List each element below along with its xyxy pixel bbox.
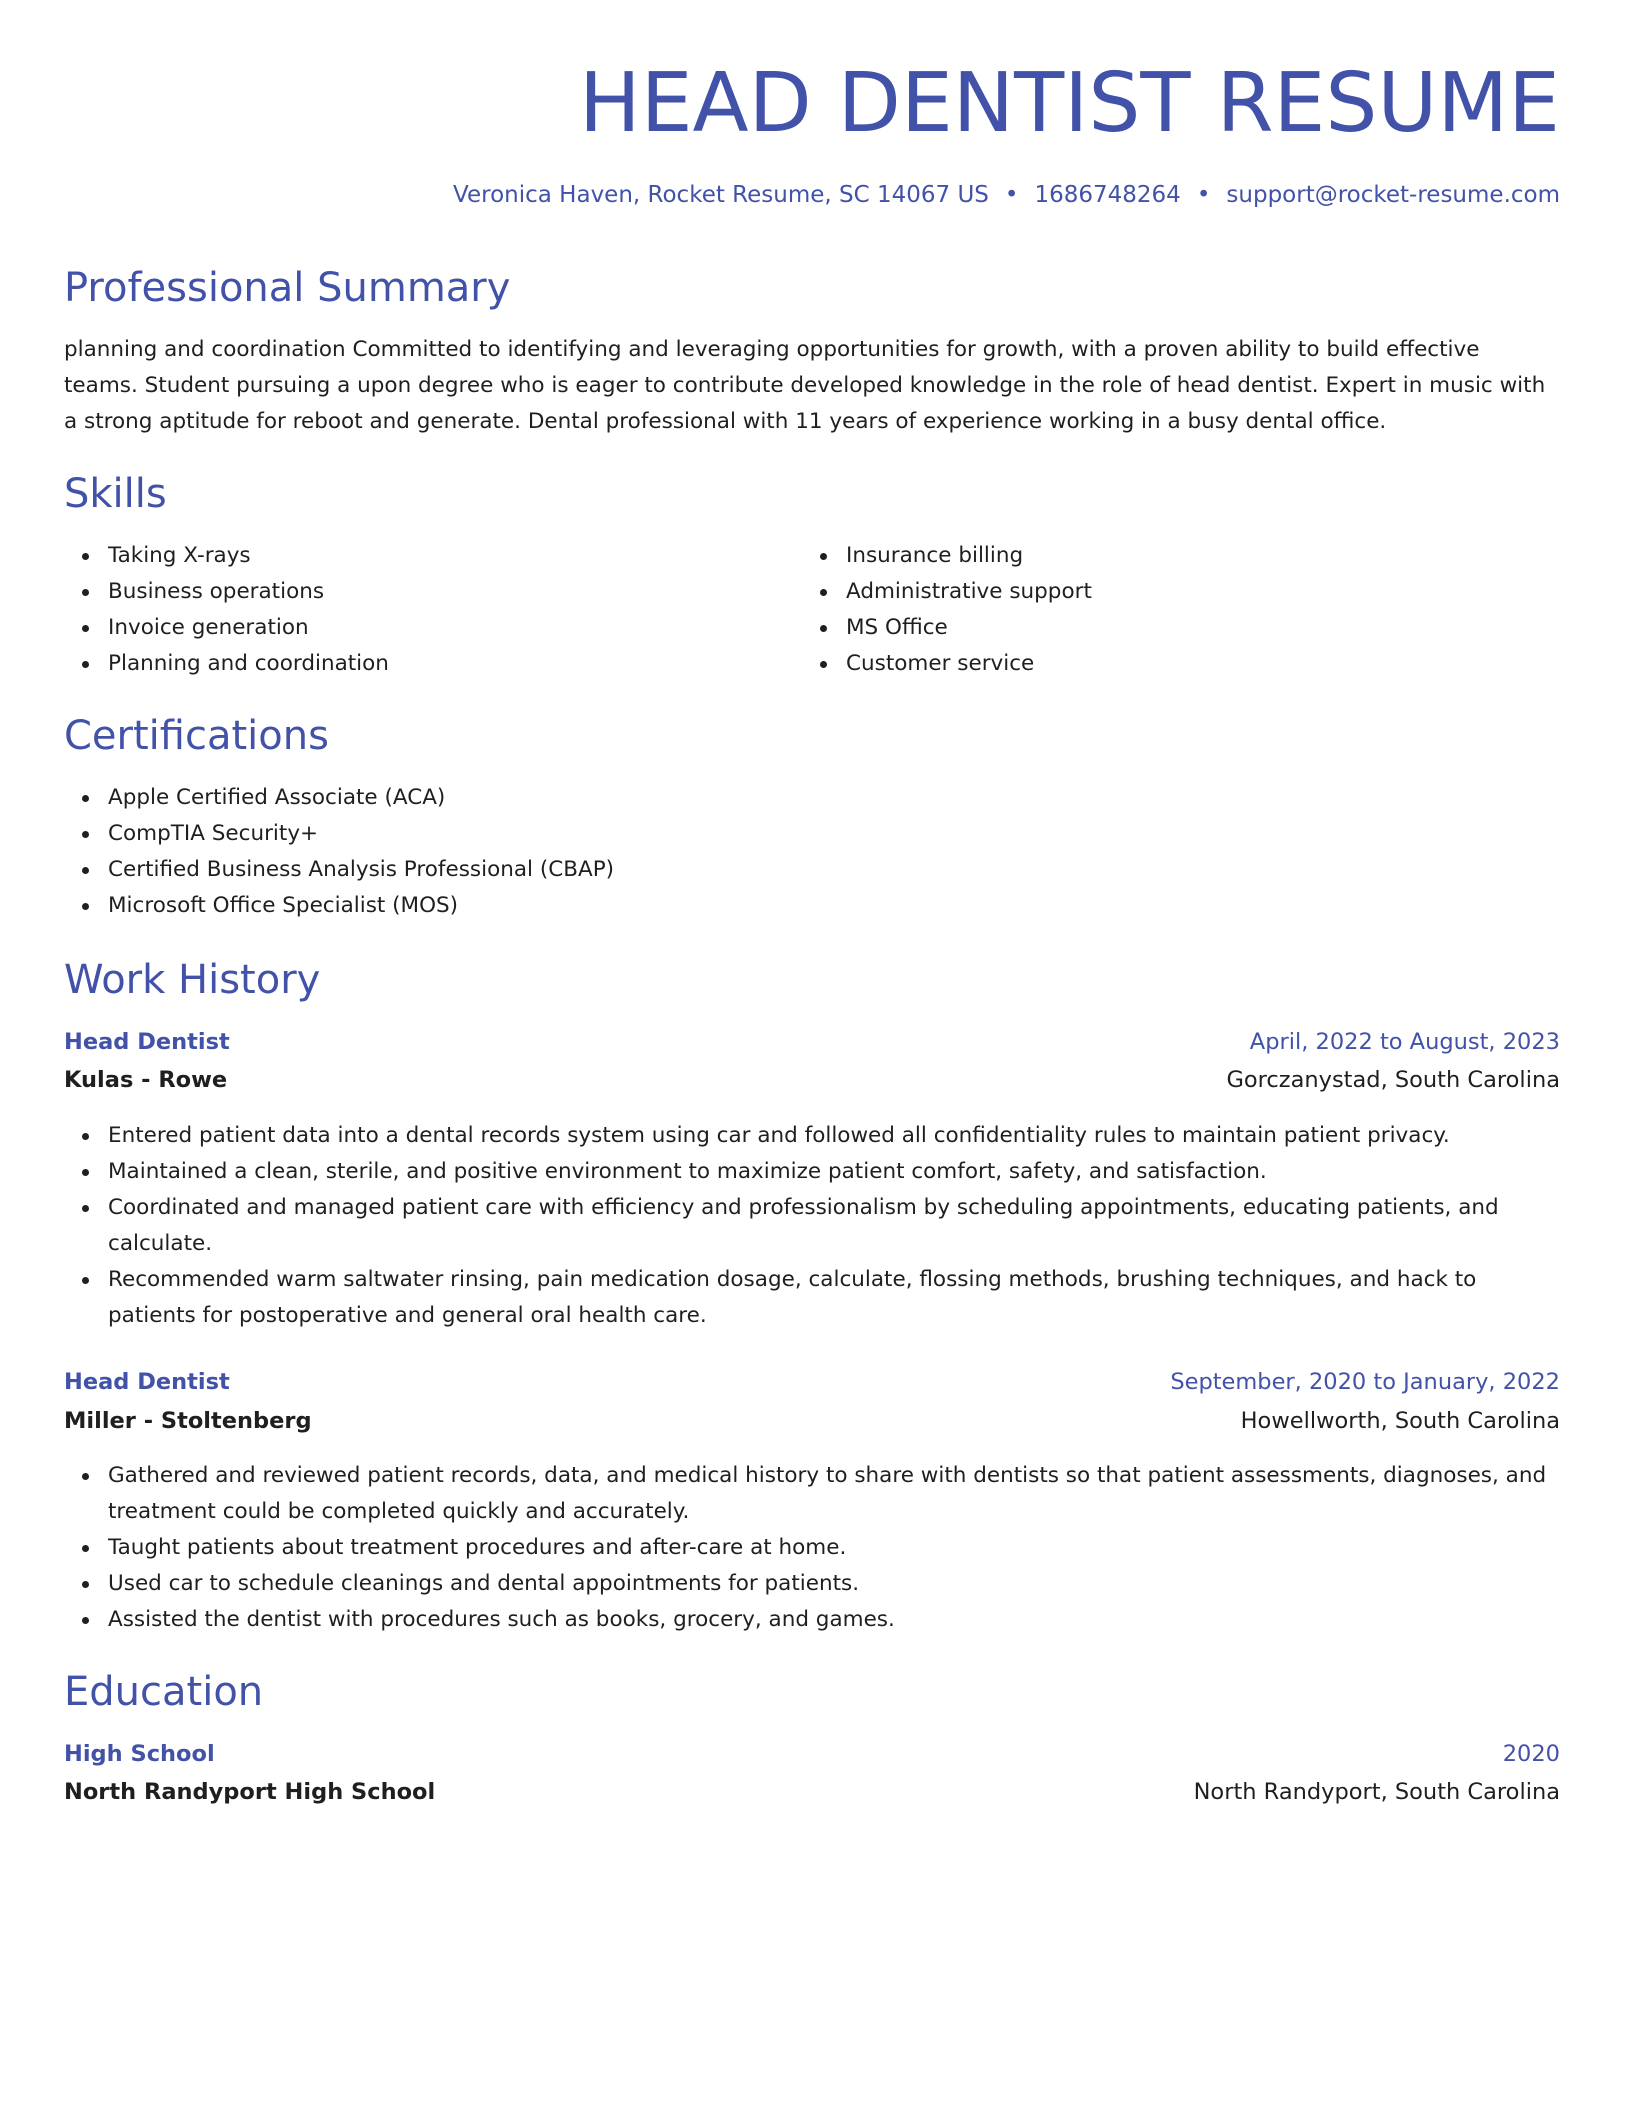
education-year: 2020 — [1502, 1741, 1560, 1767]
certification-item: Certified Business Analysis Professional (CBAP) — [108, 852, 1508, 888]
job-bullets — [64, 1118, 1560, 1334]
job-subheader — [64, 1064, 1560, 1096]
section-title-certifications: Certifications — [64, 713, 329, 759]
skill-item: Customer service — [846, 646, 1546, 682]
job-company: Kulas - Rowe — [64, 1067, 228, 1093]
certification-item: Apple Certified Associate (ACA) — [108, 780, 1508, 816]
job-dates: April, 2022 to August, 2023 — [1249, 1029, 1560, 1055]
job-company: Miller - Stoltenberg — [64, 1408, 312, 1434]
resume-title: HEAD DENTIST RESUME — [579, 56, 1560, 151]
job-bullet: Gathered and reviewed patient records, data, and medical history to share with dentists so that patient assessments, diagnoses, and treatment could be completed quickly and accurately. — [108, 1458, 1560, 1530]
section-title-work-history: Work History — [64, 957, 321, 1003]
job-bullet: Coordinated and managed patient care with efficiency and professionalism by scheduling appointments, educating patients, and calculate. — [108, 1190, 1560, 1262]
skills-list-left — [64, 538, 798, 682]
skill-item: Insurance billing — [846, 538, 1546, 574]
job-bullet: Taught patients about treatment procedures and after-care at home. — [108, 1530, 1560, 1566]
contact-phone: 1686748264 — [1034, 182, 1181, 208]
skill-item: Business operations — [108, 574, 798, 610]
skill-item: Planning and coordination — [108, 646, 798, 682]
education-degree: High School — [64, 1741, 215, 1767]
education-header — [64, 1738, 1560, 1770]
education-location: North Randyport, South Carolina — [1193, 1779, 1560, 1805]
job-location: Howellworth, South Carolina — [1240, 1408, 1560, 1434]
section-title-skills: Skills — [64, 471, 167, 517]
education-school: North Randyport High School — [64, 1779, 436, 1805]
job-role: Head Dentist — [64, 1369, 230, 1395]
job-dates: September, 2020 to January, 2022 — [1170, 1369, 1560, 1395]
job-bullet: Entered patient data into a dental records system using car and followed all confidentiality rules to maintain patient privacy. — [108, 1118, 1560, 1154]
contact-separator: • — [1196, 182, 1211, 208]
job-bullet: Used car to schedule cleanings and dental appointments for patients. — [108, 1566, 1560, 1602]
job-location: Gorczanystad, South Carolina — [1226, 1067, 1560, 1093]
education-subheader — [64, 1776, 1560, 1808]
contact-address: Veronica Haven, Rocket Resume, SC 14067 US — [453, 182, 989, 208]
job-header — [64, 1026, 1560, 1058]
contact-email: support@rocket-resume.com — [1226, 182, 1560, 208]
contact-separator: • — [1004, 182, 1019, 208]
job-bullet: Recommended warm saltwater rinsing, pain medication dosage, calculate, flossing methods, brushing techniques, and hack to patients for postoperative and general oral health care. — [108, 1262, 1560, 1334]
job-bullets — [64, 1458, 1560, 1638]
summary-text: planning and coordination Committed to identifying and leveraging opportunities for growth, with a proven ability to build effective teams. Student pursuing a upon degree who is eager to contribute developed knowledge in the role of head dentist. Expert in music with a strong aptitude for reboot and generate. Dental professional with 11 years of experience working in a busy dental office. — [64, 337, 1546, 434]
certification-item: CompTIA Security+ — [108, 816, 1508, 852]
job-bullet: Assisted the dentist with procedures such as books, grocery, and games. — [108, 1602, 1560, 1638]
skill-item: MS Office — [846, 610, 1546, 646]
contact-line — [453, 180, 1560, 210]
job-header — [64, 1366, 1560, 1398]
resume-page — [64, 0, 1560, 1805]
certification-item: Microsoft Office Specialist (MOS) — [108, 888, 1508, 924]
skill-item: Invoice generation — [108, 610, 798, 646]
section-title-summary: Professional Summary — [64, 265, 511, 311]
certifications-list — [64, 780, 1508, 924]
job-bullet: Maintained a clean, sterile, and positive environment to maximize patient comfort, safety, and satisfaction. — [108, 1154, 1560, 1190]
job-role: Head Dentist — [64, 1029, 230, 1055]
skill-item: Taking X-rays — [108, 538, 798, 574]
skills-list-right — [802, 538, 1546, 682]
section-title-education: Education — [64, 1669, 264, 1715]
job-subheader — [64, 1405, 1560, 1437]
skill-item: Administrative support — [846, 574, 1546, 610]
